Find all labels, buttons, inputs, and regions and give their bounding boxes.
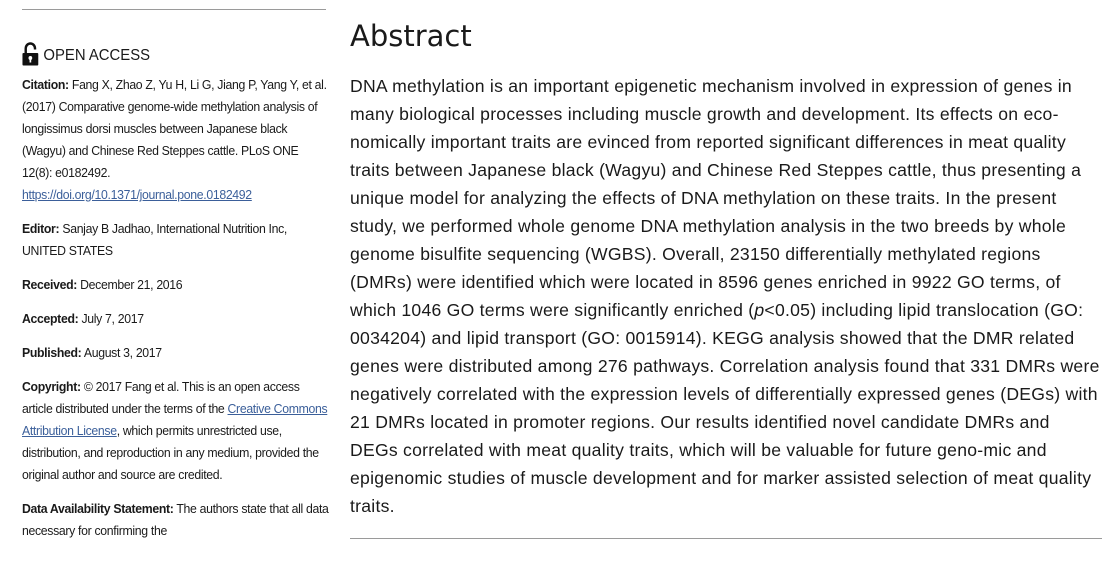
published-block [22, 342, 329, 364]
copyright-text-after: , which permits unrestricted use, distribution, and reproduction in any medium, provided the original author and source are credited. [22, 423, 319, 482]
received-label: Received: [22, 277, 78, 292]
abstract-body [350, 72, 1102, 520]
citation-text: Fang X, Zhao Z, Yu H, Li G, Jiang P, Yang Y, et al. (2017) Comparative genome-wide methylation analysis of longissimus dorsi muscles between Japanese black (Wagyu) and Chinese Red Steppes cattle. PLoS ONE 12(8): e0182492. [22, 77, 327, 180]
editor-label: Editor: [22, 221, 60, 236]
abstract-heading: Abstract [350, 19, 472, 53]
sidebar-top-rule [22, 9, 326, 10]
data-availability-text: The authors state that all data necessary for confirming the [22, 501, 329, 538]
article-info-sidebar [22, 38, 329, 554]
abstract-text-part-2: <0.05) including lipid translocation (GO: 0034204) and lipid transport (GO: 0015914). KEGG analysis showed that the DMR related genes were distributed among 276 pathways. Correlation analysis found that 331 DMRs were negatively correlated with the expression levels of differentially expressed genes (DEGs) with 21 DMRs located in promoter regions. Our results identified novel candidate DMRs and DEGs correlated with meat quality traits, which will be valuable for future geno-mic and epigenomic studies of muscle development and for marker assisted selection of meat quality traits. [350, 300, 1100, 516]
copyright-text: © 2017 Fang et al. This is an open access article distributed under the terms of the [22, 379, 300, 416]
editor-block [22, 218, 329, 262]
license-link[interactable]: Creative Commons Attribution License [22, 401, 328, 438]
abstract-text-part-1: DNA methylation is an important epigenetic mechanism involved in expression of genes in many biological processes including muscle growth and development. Its effects on eco-nomically important traits are evinced from reported significant differences in meat quality traits between Japanese black (Wagyu) and Chinese Red Steppes cattle, thus presenting a unique model for analyzing the effects of DNA methylation on these traits. In the present study, we performed whole genome DNA methylation analysis in the two breeds by whole genome bisulfite sequencing (WGBS). Overall, 23150 differentially methylated regions (DMRs) were identified which were located in 8596 genes enriched in 9922 GO terms, of which 1046 GO terms were significantly enriched ( [350, 76, 1082, 320]
open-lock-icon [22, 42, 39, 66]
accepted-block [22, 308, 329, 330]
published-date: August 3, 2017 [83, 345, 162, 360]
received-date: December 21, 2016 [80, 277, 183, 292]
accepted-date: July 7, 2017 [81, 311, 144, 326]
accepted-label: Accepted: [22, 311, 79, 326]
p-value-symbol: p [754, 300, 765, 320]
abstract-bottom-rule [350, 538, 1102, 539]
copyright-block [22, 376, 329, 486]
doi-link[interactable]: https://doi.org/10.1371/journal.pone.0182492 [22, 187, 252, 202]
citation-block [22, 74, 329, 206]
data-availability-block [22, 498, 329, 542]
data-availability-label: Data Availability Statement: [22, 501, 174, 516]
published-label: Published: [22, 345, 82, 360]
editor-text: Sanjay B Jadhao, International Nutrition Inc, UNITED STATES [22, 221, 287, 258]
received-block [22, 274, 329, 296]
citation-label: Citation: [22, 77, 69, 92]
copyright-label: Copyright: [22, 379, 81, 394]
open-access-label: OPEN ACCESS [43, 47, 151, 64]
open-access-badge [22, 38, 329, 66]
